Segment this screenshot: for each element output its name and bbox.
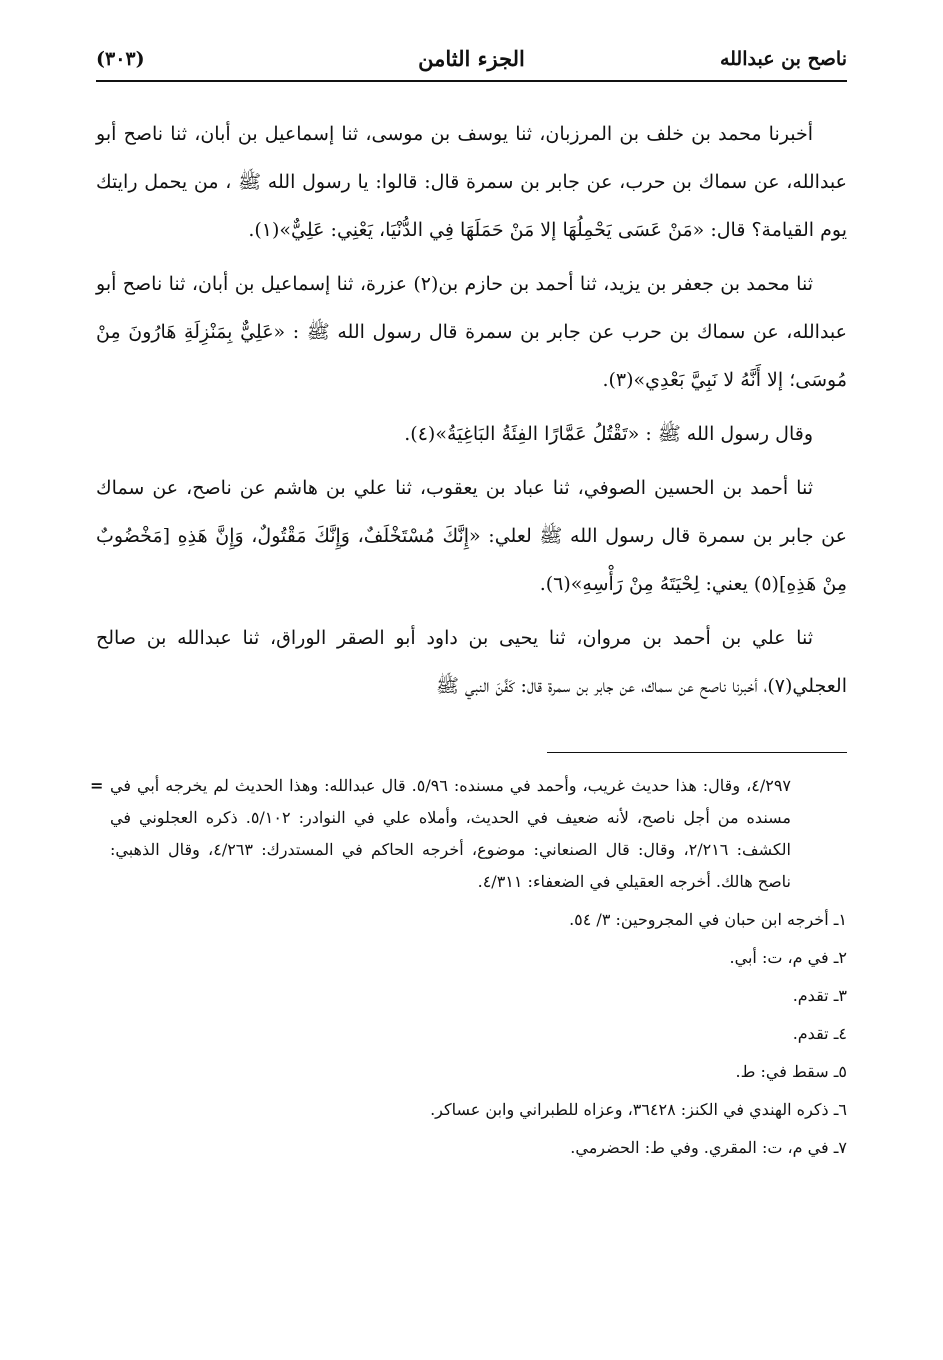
header-author: ناصح بن عبدالله [719,48,847,70]
continuation-mark: = [90,776,104,795]
paragraph-2: ثنا محمد بن جعفر بن يزيد، ثنا أحمد بن حازم بن(٢) عزرة، ثنا إسماعيل بن أبان، ثنا ناصح أبو عبدالله، عن سماك بن حرب عن جابر بن سمرة قال رسول الله ﷺ : «عَلِيٌّ بِمَنْزِلَةِ هَارُونَ مِنْ مُوسَى؛ إلا أَنَّهُ لا نَبِيَّ بَعْدِي»(٣). [96,273,847,391]
footnote-7: ٧ـ في م، ت: المقري. وفي ط: الحضرمي. [570,1138,847,1157]
running-header [96,40,847,82]
footnote-2: ٢ـ في م، ت: أبي. [729,948,847,967]
header-part: الجزء الثامن [418,46,525,71]
footnote-5: ٥ـ سقط في: ط. [735,1062,847,1081]
paragraph-3: وقال رسول الله ﷺ : «تَقْتُلُ عَمَّارًا الفِئَةُ البَاغِيَةُ»(٤). [404,423,813,445]
footnote-6: ٦ـ ذكره الهندي في الكنز: ٣٦٤٢٨، وعزاه للطبراني وابن عساكر. [430,1100,847,1119]
main-text [96,110,847,716]
footnote-divider [547,752,847,753]
footnote-continuation [90,770,847,898]
footnote-4: ٤ـ تقدم. [792,1024,847,1043]
footnote-1: ١ـ أخرجه ابن حبان في المجروحين: ٣/ ٥٤. [569,910,847,929]
footnotes [90,770,847,1170]
footnote-continuation-text: ٤/٢٩٧، وقال: هذا حديث غريب، وأحمد في مسنده: ٥/٩٦. قال عبدالله: وهذا الحديث لم يخرجه أبي في مسنده من أجل ناصح، لأنه ضعيف في الحديث، وأملاه علي في النوادر: ٥/١٠٢. ذكره العجلوني في الكشف: ٢/٢١٦، وقال: قال الصنعاني: موضوع، أخرجه الحاكم في المستدرك: ٤/٢٦٣، وقال الذهبي: ناصح هالك. أخرجه العقيلي في الضعفاء: ٤/٣١١. [110,776,792,891]
footnote-3: ٣ـ تقدم. [792,986,847,1005]
page-number: (٣٠٣) [96,48,145,70]
paragraph-4: ثنا أحمد بن الحسين الصوفي، ثنا عباد بن يعقوب، ثنا علي بن هاشم عن ناصح، عن سماك عن جابر بن سمرة قال رسول الله ﷺ لعلي: «إِنَّكَ مُسْتَخْلَفٌ، وَإِنَّكَ مَقْتُولٌ، وَإِنَّ هَذِهِ [مَخْضُوبٌ مِنْ هَذِهِ](٥) يعني: لِحْيَتَهُ مِنْ رَأْسِهِ»(٦). [96,477,847,595]
paragraph-5: ثنا علي بن أحمد بن مروان، ثنا يحيى بن داود أبو الصقر الوراق، ثنا عبدالله بن صالح العجلي(٧)، أخبرنا ناصح عن سماك، عن جابر بن سمرة قال: كَفَّنَ النبي ﷺ [96,627,847,697]
paragraph-1: أخبرنا محمد بن خلف بن المرزبان، ثنا يوسف بن موسى، ثنا إسماعيل بن أبان، ثنا ناصح أبو عبدالله، عن سماك بن حرب، عن جابر بن سمرة قال: قالوا: يا رسول الله ﷺ ، من يحمل رايتك يوم القيامة؟ قال: «مَنْ عَسَى يَحْمِلُهَا إلا مَنْ حَمَلَهَا فِي الدُّنْيَا، يَعْنِي: عَلِيٌّ»(١). [96,123,847,241]
